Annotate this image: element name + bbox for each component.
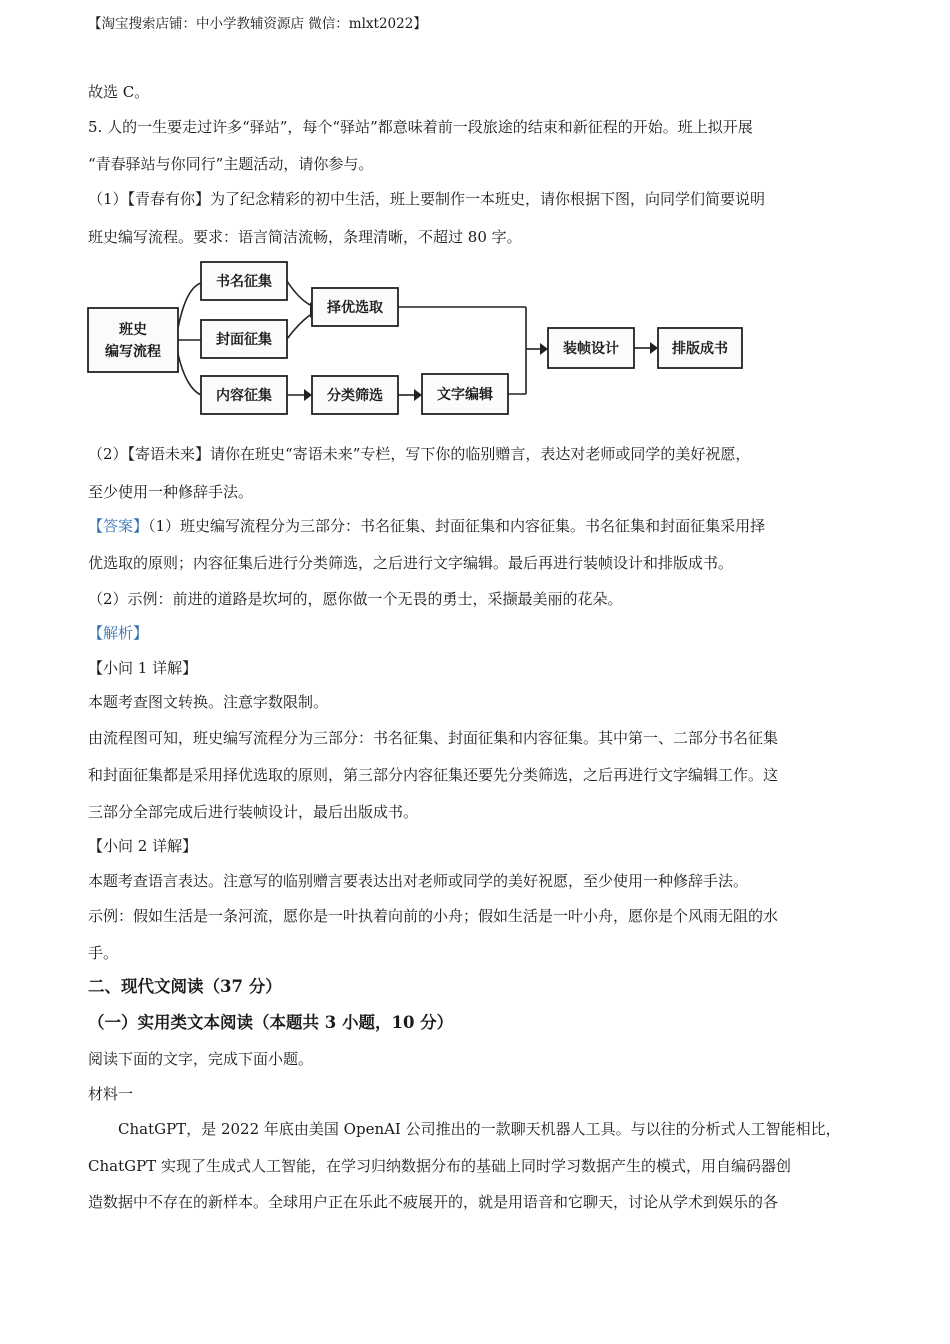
- flow-label-root-1: 班史: [119, 322, 147, 338]
- question-5-stem: 5. 人的一生要走过许多“驿站”，每个“驿站”都意味着前一段旅途的结束和新征程的开始。班上拟开展: [88, 118, 753, 136]
- text-line: 本题考查语言表达。注意写的临别赠言要表达出对老师或同学的美好祝愿，至少使用一种修辞手法。: [88, 872, 749, 890]
- flow-arrow: [540, 343, 548, 355]
- sub-heading: 【小问 2 详解】: [88, 837, 198, 855]
- text-line: 优选取的原则；内容征集后进行分类筛选，之后进行文字编辑。最后再进行装帧设计和排版成书。: [88, 554, 734, 572]
- flow-label-binding: 装帧设计: [563, 341, 619, 357]
- section-heading: 二、现代文阅读（37 分）: [88, 977, 282, 996]
- text-line: 三部分全部完成后进行装帧设计，最后出版成书。: [88, 803, 419, 821]
- flow-connector: [178, 354, 201, 395]
- sub-question-1: （1）【青春有你】为了纪念精彩的初中生活，班上要制作一本班史，请你根据下图，向同学们简要说明: [88, 190, 766, 208]
- page-header: 【淘宝搜索店铺：中小学教辅资源店 微信：mlxt2022】: [88, 16, 427, 32]
- flow-label-typeset: 排版成书: [672, 341, 728, 357]
- analysis-tag: 【解析】: [88, 624, 149, 642]
- flow-label-classify: 分类筛选: [327, 388, 383, 404]
- flow-label-edit: 文字编辑: [437, 387, 493, 403]
- text-line: 示例：假如生活是一条河流，愿你是一叶执着向前的小舟；假如生活是一叶小舟，愿你是个风雨无阻的水: [88, 907, 779, 925]
- sub-question-2: （2）【寄语未来】请你在班史“寄语未来”专栏，写下你的临别赠言，表达对老师或同学的美好祝愿，: [88, 445, 751, 463]
- text-line: 本题考查图文转换。注意字数限制。: [88, 693, 329, 711]
- answer-line: [88, 516, 765, 536]
- flow-connector: [178, 283, 201, 328]
- flow-label-select-best: 择优选取: [327, 300, 383, 316]
- answer-tag: 【答案】: [88, 517, 149, 535]
- flow-label-root-2: 编写流程: [105, 344, 161, 360]
- text-line: （2）示例：前进的道路是坎坷的，愿你做一个无畏的勇士，采撷最美丽的花朵。: [88, 590, 623, 608]
- flow-label-book-name: 书名征集: [216, 274, 272, 290]
- flow-box-root: [88, 308, 178, 372]
- sub-heading: 【小问 1 详解】: [88, 659, 198, 677]
- answer-text: （1）班史编写流程分为三部分：书名征集、封面征集和内容征集。书名征集和封面征集采用择: [148, 517, 766, 535]
- text-line: “青春驿站与你同行”主题活动，请你参与。: [88, 155, 374, 173]
- flowchart: [86, 258, 746, 420]
- text-line: ChatGPT，是 2022 年底由美国 OpenAI 公司推出的一款聊天机器人工具。与以往的分析式人工智能相比，: [118, 1120, 841, 1138]
- text-line: 阅读下面的文字，完成下面小题。: [88, 1050, 314, 1068]
- text-line: 班史编写流程。要求：语言简洁流畅，条理清晰，不超过 80 字。: [88, 228, 522, 246]
- text-line: 由流程图可知，班史编写流程分为三部分：书名征集、封面征集和内容征集。其中第一、二部分书名征集: [88, 729, 779, 747]
- flow-arrow: [414, 389, 422, 401]
- text-line: 和封面征集都是采用择优选取的原则，第三部分内容征集还要先分类筛选，之后再进行文字编辑工作。这: [88, 766, 779, 784]
- flow-arrow: [304, 389, 312, 401]
- text-line: 手。: [88, 944, 119, 962]
- text-line: 故选 C。: [88, 83, 150, 101]
- flow-connector: [287, 315, 310, 339]
- flow-connector: [287, 281, 310, 305]
- material-label: 材料一: [88, 1085, 134, 1103]
- text-line: ChatGPT 实现了生成式人工智能，在学习归纳数据分布的基础上同时学习数据产生的模式，用自编码器创: [88, 1157, 791, 1175]
- flow-arrow: [650, 342, 658, 354]
- flow-label-cover: 封面征集: [216, 332, 272, 348]
- subsection-heading: （一）实用类文本阅读（本题共 3 小题，10 分）: [88, 1013, 454, 1032]
- text-line: 造数据中不存在的新样本。全球用户正在乐此不疲展开的，就是用语音和它聊天，讨论从学术到娱乐的各: [88, 1193, 779, 1211]
- flow-label-content: 内容征集: [216, 388, 272, 404]
- text-line: 至少使用一种修辞手法。: [88, 483, 254, 501]
